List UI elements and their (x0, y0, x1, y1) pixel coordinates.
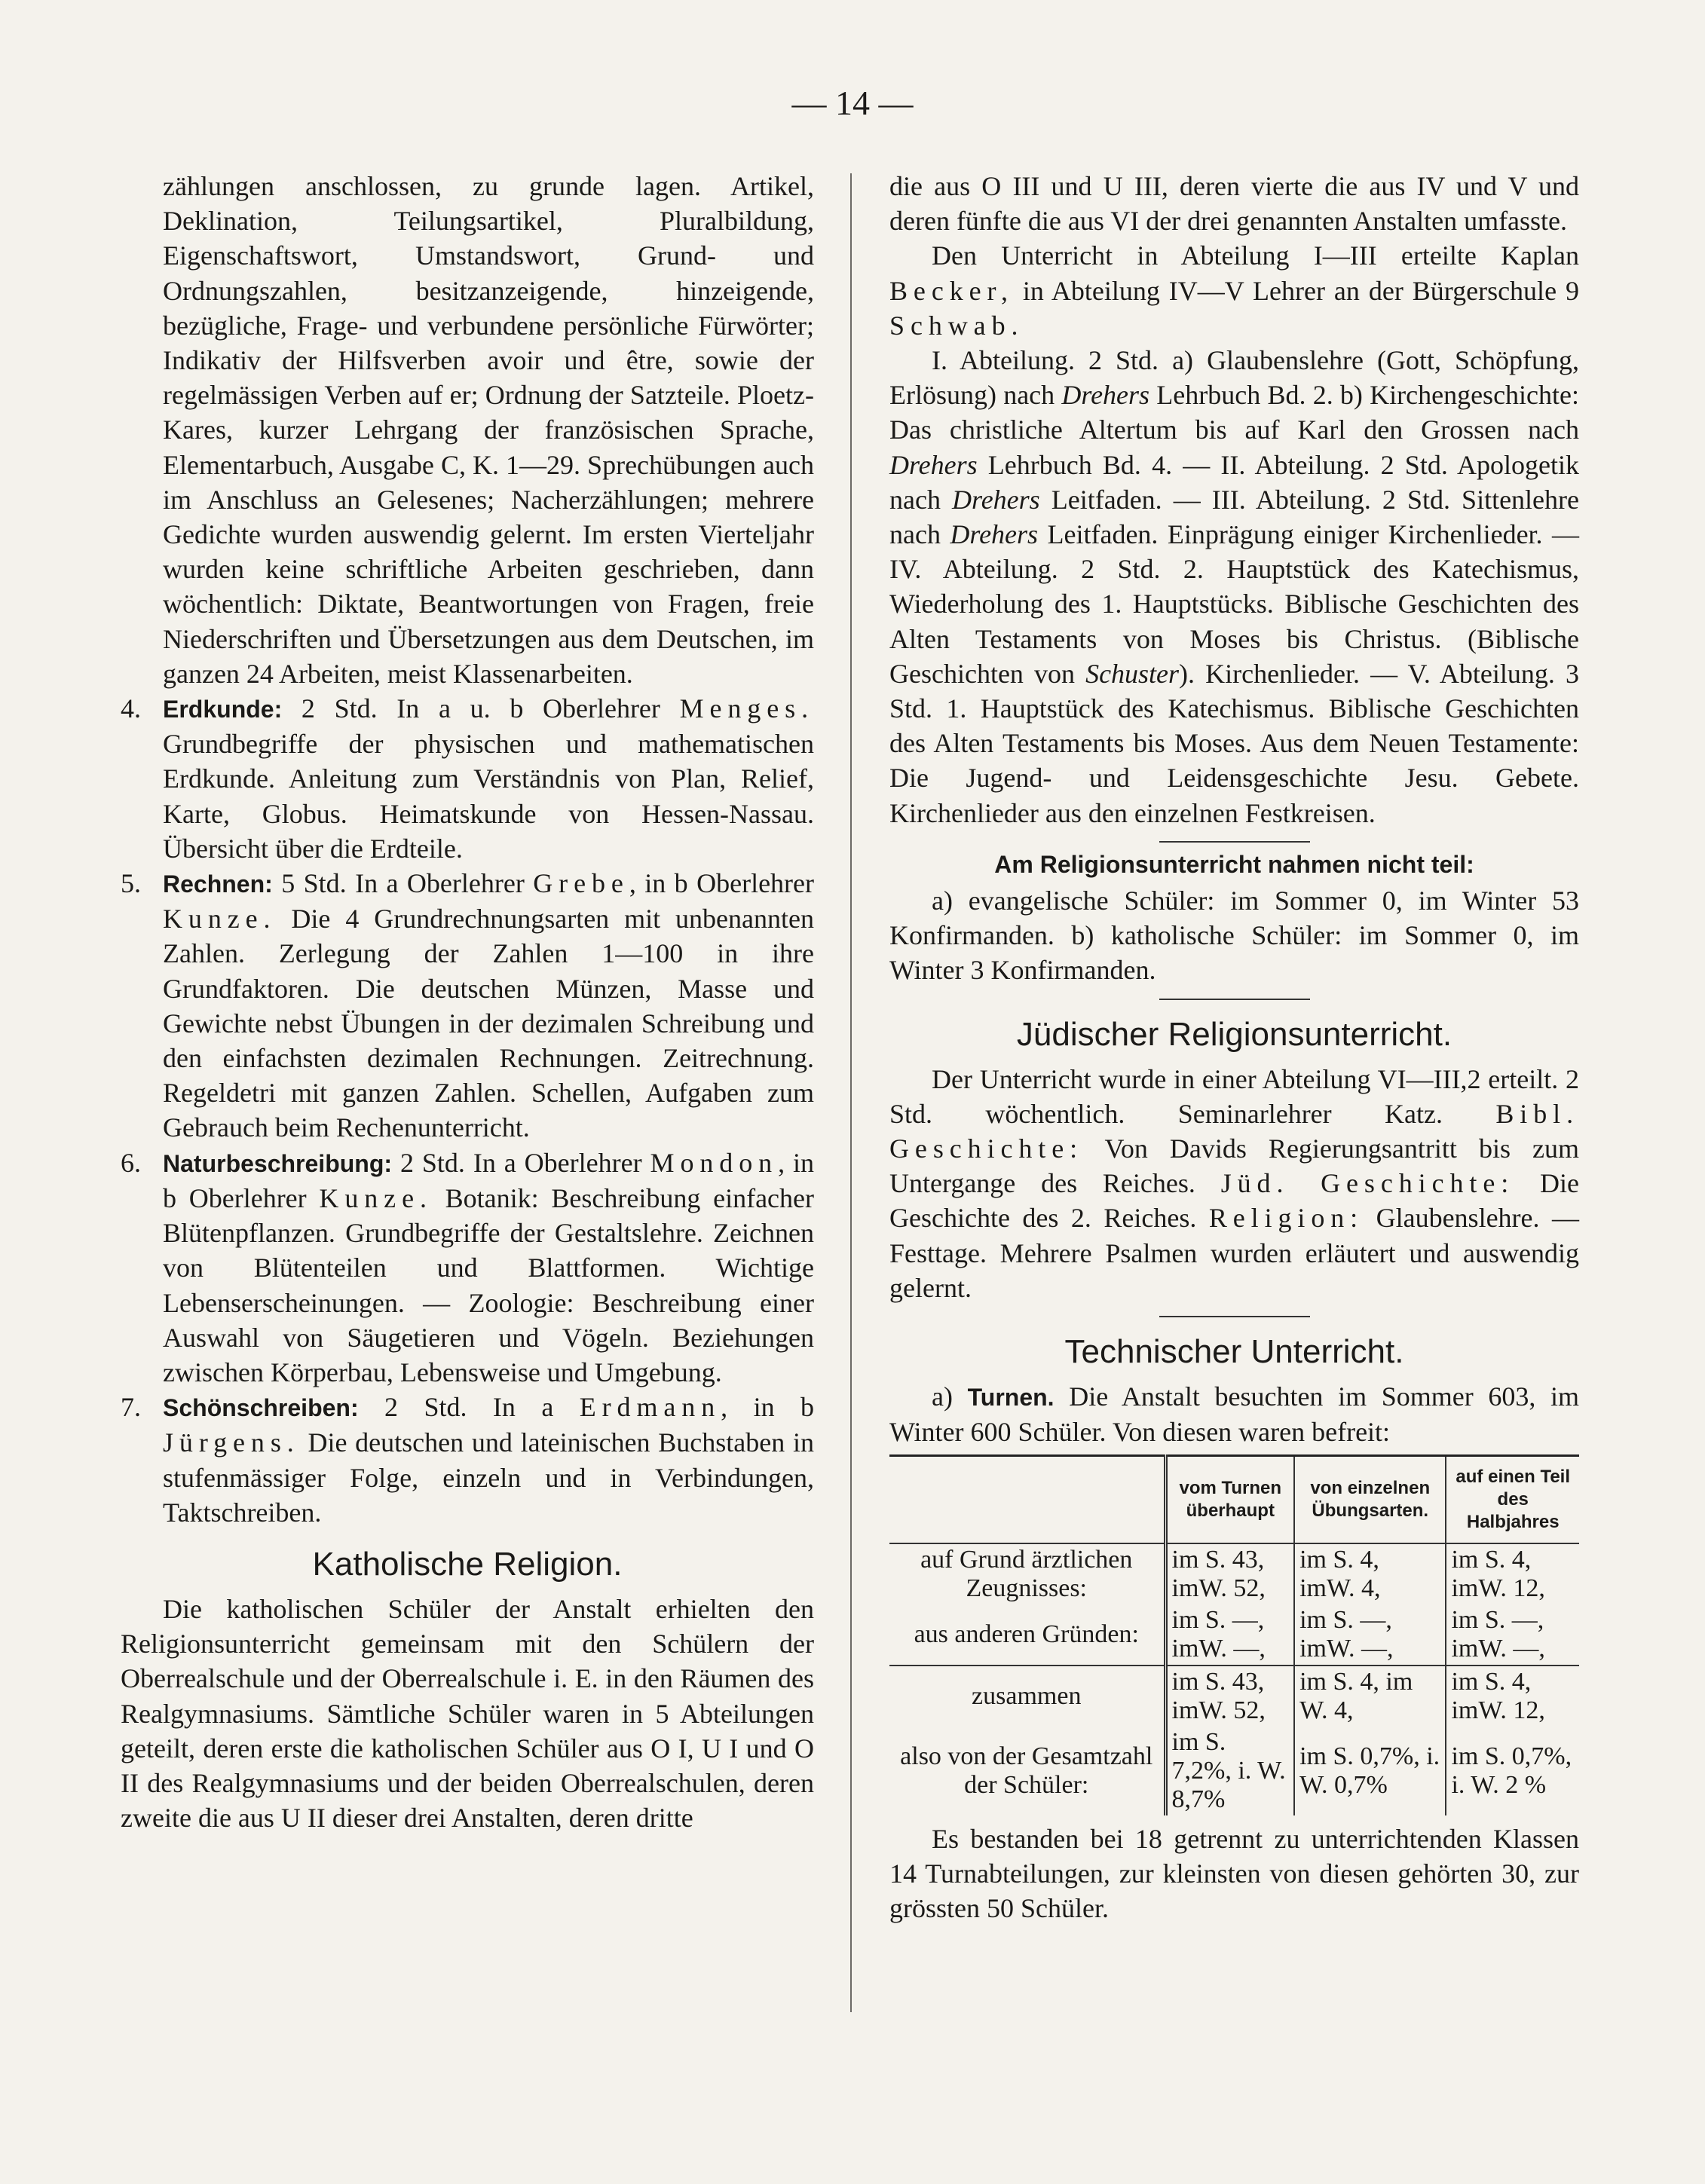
table-cell: im S. 4, im W. 4, (1294, 1666, 1446, 1727)
section-heading-juedischer-religionsunterricht: Jüdischer Religionsunterricht. (1016, 1015, 1452, 1053)
not-participating-heading: Am Religionsunterricht nahmen nicht teil: (994, 850, 1474, 878)
item-text: Die deutschen und lateinischen Buchstaben in stufenmässiger Folge, einzeln und in Verbindungen, Taktschreiben. (163, 1427, 814, 1528)
item-label: Rechnen: (163, 870, 273, 898)
item-teacher: Erdmann (579, 1392, 721, 1423)
table-row (889, 1543, 1579, 1604)
item-label: Naturbeschreibung: (163, 1149, 393, 1177)
item-label: Schönschreiben: (163, 1394, 359, 1422)
jued-religion-label: Religion: (1208, 1203, 1364, 1234)
section-heading-technischer-unterricht: Technischer Unterricht. (1064, 1333, 1404, 1371)
item-number: 6. (121, 1147, 141, 1178)
item-teacher: Grebe (533, 868, 629, 899)
teachers-text-a: Den Unterricht in Abteilung I—III erteilte Kaplan (932, 240, 1579, 271)
author-drehers: Drehers (952, 484, 1040, 515)
abteilungen-paragraph (889, 343, 1579, 830)
item-erdkunde (121, 691, 814, 866)
abteilung-text-1b: Lehrbuch Bd. 2. b) Kirchengeschichte: Das christliche Altertum bis auf Karl den Grossen nach (889, 380, 1580, 445)
abteilung-text-1c: Lehrbuch Bd. 4. — II. Abteilung. 2 Std. Apologetik nach (889, 449, 1579, 515)
abteilung-text-1: I. Abteilung. 2 Std. a) Glaubenslehre (Gott, Schöpfung, Erlösung) nach (889, 345, 1579, 411)
table-cell: im S. —, imW. —, (1446, 1604, 1579, 1666)
item-teacher: Menges. (679, 693, 814, 724)
item-number: 5. (121, 868, 141, 899)
table-row-label: zusammen (972, 1681, 1082, 1710)
item-teacher-2: Kunze. (319, 1182, 433, 1213)
abteilung-text-2b: Leitfaden. — III. Abteilung. 2 Std. Sittenlehre nach (889, 484, 1579, 550)
item-mid: , in b Oberlehrer (629, 868, 815, 899)
table-row (889, 1666, 1579, 1727)
table-cell: im S. —, imW. —, (1165, 1604, 1294, 1666)
teachers-paragraph (889, 238, 1579, 343)
table-cell: im S. 43, imW. 52, (1165, 1666, 1294, 1727)
table-cell: im S. 0,7%, i. W. 2 % (1446, 1727, 1579, 1815)
turnen-text-b: Die Anstalt besuchten im Sommer 603, im Winter 600 Schüler. Von diesen waren befreit: (889, 1381, 1579, 1448)
table-cell: im S. 0,7%, i. W. 0,7% (1294, 1727, 1446, 1815)
not-participating-paragraph: a) evangelische Schüler: im Sommer 0, im Winter 53 Konfirmanden. b) katholische Schüler: im Sommer 0, im Winter 3 Konfirmanden. (889, 886, 1579, 986)
item-label: Erdkunde: (163, 696, 283, 723)
item-mid: , in b Oberlehrer (163, 1147, 814, 1213)
turnen-dispense-table (889, 1454, 1579, 1815)
author-drehers: Drehers (889, 449, 978, 480)
table-header-cell: von einzelnen Übungsarten. (1294, 1455, 1446, 1543)
item-text: Die 4 Grundrechnungsarten mit unbenannten Zahlen. Zerlegung der Zahlen 1—100 in ihre Grundfaktoren. Die deutschen Münzen, Masse und Gewichte nebst Übungen in der dezimalen Schreibung und den einfachsten dezimalen Rechnungen. Zeitrechnung. Regeldetri mit ganzen Zahlen. Schellen, Aufgaben zum Gebrauch beim Rechenunterricht. (163, 904, 814, 1143)
item-teacher: Mondon (650, 1147, 779, 1178)
table-cell: im S. 4, imW. 12, (1446, 1666, 1579, 1727)
table-header-cell: vom Turnen überhaupt (1165, 1455, 1294, 1543)
table-row-label: aus anderen Gründen: (889, 1604, 1165, 1666)
table-header-row (889, 1455, 1579, 1543)
turnen-paragraph (889, 1379, 1579, 1449)
table-header-cell: auf einen Teil des Halbjahres (1446, 1455, 1579, 1543)
item-text: Grundbegriffe der physischen und mathematischen Erdkunde. Anleitung zum Verständnis von Plan, Relief, Karte, Globus. Heimatskunde von Hessen-Nassau. Übersicht über die Erdteile. (163, 729, 814, 864)
table-cell: im S. 43, imW. 52, (1165, 1543, 1294, 1604)
item-mid: , in b (721, 1392, 814, 1423)
item-naturbeschreibung (121, 1146, 814, 1390)
page-number: — 14 — (791, 84, 914, 122)
item-head: 2 Std. In a Oberlehrer (392, 1147, 650, 1178)
turnen-label: Turnen. (967, 1384, 1055, 1412)
jued-text-b: Von Davids Regierungsantritt bis zum Untergange des Reiches. (889, 1133, 1579, 1199)
katholische-religion-continuation: die aus O III und U III, deren vierte die aus IV und V und deren fünfte die aus VI der drei genannten Anstalten umfasste. (889, 171, 1579, 237)
section-rule (1159, 841, 1310, 843)
item-text: Botanik: Beschreibung einfacher Blütenpflanzen. Grundbegriffe der Gestaltslehre. Zeichnen von Blütenteilen und Blattformen. Wichtige Lebenserscheinungen. — Zoologie: Beschreibung einer Auswahl von Säugetieren und Vögeln. Beziehungen zwischen Körperbau, Lebensweise und Umgebung. (163, 1182, 815, 1387)
table-row (889, 1727, 1579, 1815)
right-column (889, 169, 1579, 1926)
table-row (889, 1604, 1579, 1666)
teacher-becker: Becker, (889, 275, 1014, 306)
left-column (121, 169, 814, 1835)
item-teacher-2: Jürgens. (163, 1427, 300, 1458)
turnen-text-a: a) (932, 1381, 968, 1412)
item-head: 2 Std. In a u. b Oberlehrer (282, 693, 680, 724)
abteilung-text-4b: ). Kirchenlieder. — V. Abteilung. 3 Std. 1. Hauptstück des Katechismus. Biblische Geschichten des Alten Testaments bis Moses. Aus dem Neuen Testamente: Die Jugend- und Leidensgeschichte Jesu. Gebete. Kirchenlieder aus den einzelnen Festkreisen. (889, 658, 1579, 828)
abteilung-text-3b: Leitfaden. Einprägung einiger Kirchenlieder. — IV. Abteilung. 2 Std. 2. Hauptstück des Katechismus, Wiederholung des 1. Hauptstücks. Biblische Geschichten des Alten Testaments von Moses bis Christus. (Biblische Geschichten von (889, 519, 1579, 689)
author-schuster: Schuster (1085, 658, 1180, 689)
section-heading-katholische-religion: Katholische Religion. (312, 1545, 623, 1583)
column-divider (850, 173, 852, 2012)
item-rechnen (121, 866, 814, 1146)
item-head: 2 Std. In a (358, 1392, 580, 1423)
item-teacher-2: Kunze. (163, 904, 277, 934)
jued-text-c: Die Geschichte des 2. Reiches. (889, 1168, 1579, 1234)
item-number: 4. (121, 693, 141, 724)
teacher-schwab: Schwab. (889, 310, 1024, 341)
juedischer-religionsunterricht-paragraph (889, 1062, 1579, 1305)
table-cell: im S. —, imW. —, (1294, 1604, 1446, 1666)
section-rule (1159, 999, 1310, 1000)
jued-geschichte-label: Jüd. Geschichte: (1220, 1168, 1515, 1199)
table-row-label: also von der Gesamtzahl der Schüler: (900, 1742, 1153, 1799)
jued-bibl-label: Bibl. Geschichte: (889, 1098, 1579, 1164)
jued-text-a: Der Unterricht wurde in einer Abteilung VI—III,2 erteilt. 2 Std. wöchentlich. Seminarlehrer Katz. (889, 1063, 1579, 1129)
section-rule (1159, 1316, 1310, 1317)
author-drehers: Drehers (950, 519, 1039, 550)
author-drehers: Drehers (1061, 380, 1150, 411)
table-cell: im S. 7,2%, i. W. 8,7% (1165, 1727, 1294, 1815)
turnen-closing-paragraph: Es bestanden bei 18 getrennt zu unterrichtenden Klassen 14 Turnabteilungen, zur kleinsten von diesen gehörten 30, zur grössten 50 Schüler. (889, 1823, 1579, 1923)
item-schoenschreiben (121, 1390, 814, 1530)
table-cell: im S. 4, imW. 12, (1446, 1543, 1579, 1604)
katholische-religion-paragraph: Die katholischen Schüler der Anstalt erhielten den Religionsunterricht gemeinsam mit den Schülern der Oberrealschule und der Oberrealschule i. E. in den Räumen des Realgymnasiums. Sämtliche Schüler waren in 5 Abteilungen geteilt, deren erste die katholischen Schüler aus O I, U I und O II des Realgymnasiums und der beiden Oberrealschulen, deren zweite die aus U II dieser drei Anstalten, deren dritte (121, 1593, 814, 1834)
item-number: 7. (121, 1392, 141, 1423)
table-row-label: auf Grund ärztlichen Zeugnisses: (920, 1545, 1133, 1602)
table-header-empty (889, 1455, 1165, 1543)
table-cell: im S. 4, imW. 4, (1294, 1543, 1446, 1604)
french-syllabus-paragraph: zählungen anschlossen, zu grunde lagen. Artikel, Deklination, Teilungsartikel, Pluralbildung, Eigenschaftswort, Umstandswort, Grund- und Ordnungszahlen, besitzanzeigende, hinzeigende, bezügliche, Frage- und verbundene persönliche Fürwörter; Indikativ der Hilfsverben avoir und être, sowie der regelmässigen Verben auf er; Ordnung der Satzteile. Ploetz-Kares, kurzer Lehrgang der französischen Sprache, Elementarbuch, Ausgabe C, K. 1—29. Sprechübungen auch im Anschluss an Gelesenes; Nacherzählungen; mehrere Gedichte wurden auswendig gelernt. Im ersten Vierteljahr wurden keine schriftliche Arbeiten geschrieben, dann wöchentlich: Diktate, Beantwortungen von Fragen, freie Niederschriften und Übersetzungen aus dem Deutschen, im ganzen 24 Arbeiten, meist Klassenarbeiten. (163, 171, 814, 689)
teachers-text-b: in Abteilung IV—V Lehrer an der Bürgerschule 9 (1013, 275, 1579, 306)
item-head: 5 Std. In a Oberlehrer (272, 868, 534, 899)
jued-text-d: Glaubenslehre. — Festtage. Mehrere Psalmen wurden erläutert und auswendig gelernt. (889, 1203, 1579, 1303)
